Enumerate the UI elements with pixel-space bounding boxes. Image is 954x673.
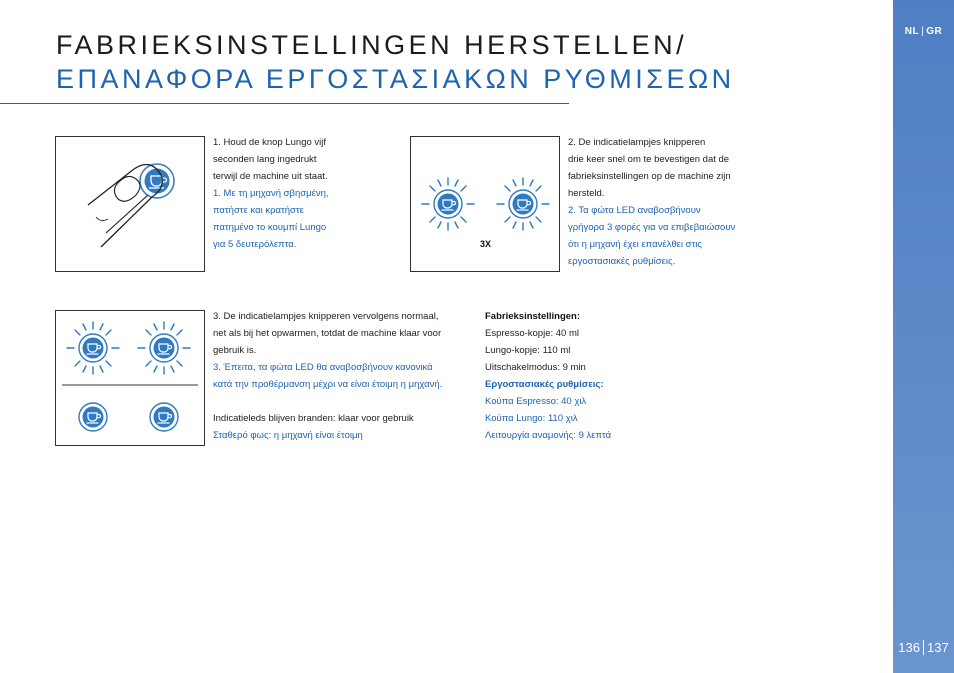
language-sidebar [893,0,954,673]
step2-gr-line: γρήγορα 3 φορές για να επιβεβαιώσουν [568,222,736,233]
title-dutch: FABRIEKSINSTELLINGEN HERSTELLEN/ [56,30,688,60]
page-number-left: 136 [898,640,920,655]
page-title [56,28,735,96]
step2-nl-line: fabrieksinstellingen op de machine zijn [568,171,731,182]
step1-gr-line: 1. Με τη μηχανή σβησμένη, [213,188,329,199]
step1-nl-line: 1. Houd de knop Lungo vijf [213,137,327,148]
lang-gr: GR [926,26,943,37]
factory-nl-line: Uitschakelmodus: 9 min [485,362,586,373]
leds-blinking-then-steady-icon [56,311,204,445]
step3-gr-line: κατά την προθέρμανση μέχρι να είναι έτοιμη η μηχανή. [213,379,443,390]
step2-nl-line: drie keer snel om te bevestigen dat de [568,154,730,165]
step2-gr-line: 2. Τα φώτα LED αναβοσβήνουν [568,205,701,216]
finger-press-icon [56,137,204,271]
step2-nl-line: 2. De indicatielampjes knipperen [568,137,706,148]
step2-text [568,134,768,270]
step3-gr-line: 3. Έπειτα, τα φώτα LED θα αναβοσβήνουν κανονικά [213,362,433,373]
step2-gr-line: ότι η μηχανή έχει επανέλθει στις [568,239,702,250]
blinking-leds-icon [411,137,559,271]
factory-settings [485,308,685,444]
steady-nl-line: Indicatieleds blijven branden: klaar voor gebruik [213,413,414,424]
repeat-count-badge: 3X [480,239,492,249]
step3-nl-line: gebruik is. [213,345,257,356]
factory-gr-line: Κούπα Lungo: 110 χιλ [485,413,578,424]
factory-nl-line: Espresso-kopje: 40 ml [485,328,579,339]
step1-gr-line: πατήστε και κρατήστε [213,205,304,216]
step2-gr-line: εργοστασιακές ρυθμίσεις. [568,256,676,267]
title-greek: ΕΠΑΝΑΦΟΡΑ ΕΡΓΟΣΤΑΣΙΑΚΩΝ ΡΥΘΜΙΣΕΩΝ [56,64,735,94]
language-tabs [893,26,954,37]
lang-nl: NL [904,26,920,37]
step1-gr-line: πατημένο το κουμπί Lungo [213,222,327,233]
factory-nl-line: Lungo-kopje: 110 ml [485,345,571,356]
factory-heading-gr: Εργοστασιακές ρυθμίσεις: [485,379,604,390]
page-separator [923,640,924,655]
step3-nl-line: net als bij het opwarmen, totdat de machine klaar voor [213,328,442,339]
page-number-right: 137 [927,640,949,655]
factory-gr-line: Κούπα Espresso: 40 χιλ [485,396,587,407]
step1-nl-line: seconden lang ingedrukt [213,154,317,165]
step3-illustration [55,310,205,446]
step1-nl-line: terwijl de machine uit staat. [213,171,328,182]
factory-gr-line: Λειτουργία αναμονής: 9 λεπτά [485,430,612,441]
step3-text [213,308,463,444]
factory-heading-nl: Fabrieksinstellingen: [485,311,581,322]
step1-illustration [55,136,205,272]
page-numbers [893,640,954,655]
step1-gr-line: για 5 δευτερόλεπτα. [213,239,297,250]
step2-illustration [410,136,560,272]
step2-nl-line: hersteld. [568,188,605,199]
steady-gr-line: Σταθερό φως: η μηχανή είναι έτοιμη [213,430,363,441]
step1-text [213,134,393,253]
title-underline [0,103,569,104]
spacer [213,393,463,410]
step3-nl-line: 3. De indicatielampjes knipperen vervolgens normaal, [213,311,439,322]
lang-separator: | [921,26,925,37]
